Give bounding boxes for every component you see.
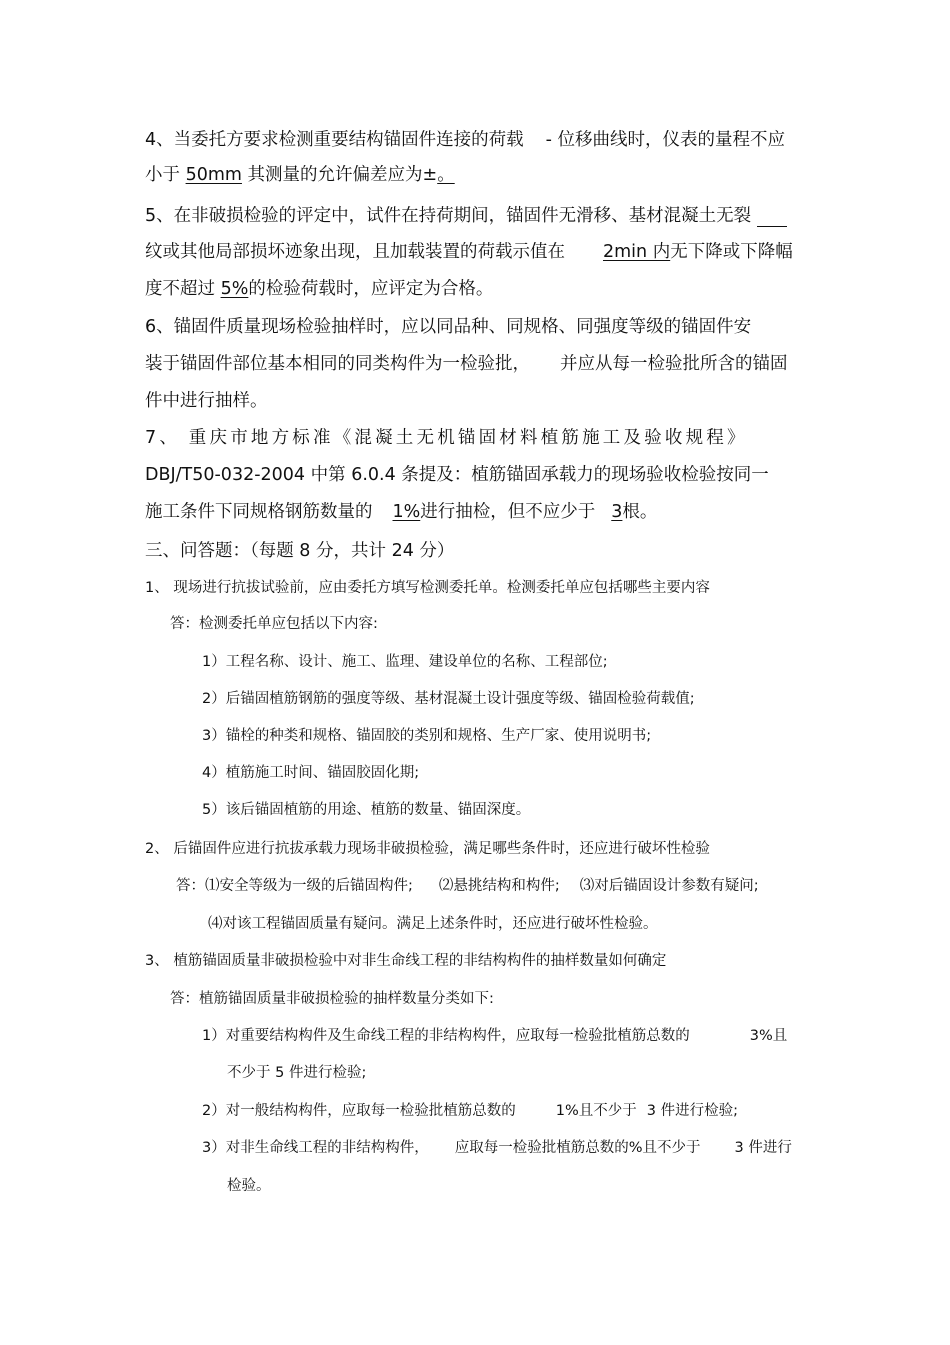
- q4-answer-tolerance: 。: [437, 165, 455, 185]
- q4-line1: [145, 126, 785, 151]
- s3-q1-item: 5）该后锚固植筋的用途、植筋的数量、锚固深度。: [202, 802, 531, 818]
- s3-q2-answer-line1: [176, 874, 759, 895]
- q7-text-d: 进行抽检，但不应少于: [420, 502, 596, 522]
- q6-line1: [145, 313, 751, 338]
- q4-answer-range: 50mm: [185, 165, 242, 185]
- q6-line3: [145, 387, 268, 412]
- s3-q3-item2-text: 2）对一般结构构件，应取每一检验批植筋总数的: [202, 1103, 516, 1119]
- q6-text-b: 装于锚固件部位基本相同的同类构件为一检验批，: [145, 354, 530, 374]
- q7-answer-percent: 1%: [392, 502, 421, 522]
- q5-answer-percent: 5%: [220, 279, 249, 299]
- s3-q3-item2-value: 1%且不少于: [555, 1103, 637, 1119]
- s3-q3-item3-count: 3 件进行: [734, 1140, 792, 1156]
- s3-q3-question: 3、 植筋锚固质量非破损检验中对非生命线工程的非结构构件的抽样数量如何确定: [145, 953, 667, 969]
- q7-text-c: 施工条件下同规格钢筋数量的: [145, 502, 373, 522]
- q7-text-a: 7、 重庆市地方标准《混凝土无机锚固材料植筋施工及验收规程》: [145, 428, 748, 448]
- q7-text-e: 根。: [622, 502, 658, 522]
- s3-q3-answer-intro: 答：植筋锚固质量非破损检验的抽样数量分类如下:: [170, 991, 494, 1007]
- q7-line1: [145, 424, 748, 449]
- q5-blank: [757, 210, 787, 227]
- q5-text-d: 度不超过: [145, 279, 215, 299]
- s3-q3-item1-line2: 不少于 5 件进行检验;: [227, 1065, 367, 1081]
- q6-text-a: 6、锚固件质量现场检验抽样时，应以同品种、同规格、同强度等级的锚固件安: [145, 317, 752, 337]
- q7-text-b: DBJ/T50-032-2004 中第 6.0.4 条提及：植筋锚固承载力的现场验收检验按同一: [145, 465, 769, 485]
- q4-text-d: 其测量的允许偏差应为±: [247, 165, 438, 185]
- q5-text-b: 纹或其他局部损坏迹象出现，且加载装置的荷载示值在: [145, 242, 565, 262]
- s3-q2-answer-line2: ⑷对该工程锚固质量有疑问。满足上述条件时，还应进行破坏性检验。: [208, 916, 658, 932]
- s3-q2-question: 2、 后锚固件应进行抗拔承载力现场非破损检验，满足哪些条件时，还应进行破坏性检验: [145, 841, 710, 857]
- s3-q3-item1-text: 1）对重要结构构件及生命线工程的非结构构件，应取每一检验批植筋总数的: [202, 1028, 690, 1044]
- s3-q3-item3-line2: 检验。: [227, 1178, 271, 1194]
- q4-text-b: - 位移曲线时，仪表的量程不应: [545, 130, 786, 150]
- q5-text-a: 5、在非破损检验的评定中，试件在持荷期间，锚固件无滑移、基材混凝土无裂: [145, 206, 752, 226]
- s3-q1-question: 1、 现场进行抗拔试验前，应由委托方填写检测委托单。检测委托单应包括哪些主要内容: [145, 580, 710, 596]
- s3-q1-answer-intro: 答：检测委托单应包括以下内容:: [170, 616, 378, 632]
- s3-q1-item: 4）植筋施工时间、锚固胶固化期;: [202, 765, 420, 781]
- s3-q1-item: 3）锚栓的种类和规格、锚固胶的类别和规格、生产厂家、使用说明书;: [202, 728, 652, 744]
- q5-line1: [145, 202, 787, 227]
- s3-q3-item2-count: 3 件进行检验;: [646, 1103, 738, 1119]
- q6-line2: [145, 350, 788, 375]
- s3-q1-item: 2）后锚固植筋钢筋的强度等级、基材混凝土设计强度等级、锚固检验荷载值;: [202, 691, 695, 707]
- s3-q3-item3-line1: [202, 1136, 792, 1157]
- s3-q3-item2: [202, 1099, 738, 1120]
- q5-text-c: 无下降或下降幅: [670, 242, 793, 262]
- s3-q3-item1-line1: [202, 1024, 787, 1045]
- q7-answer-count: 3: [611, 502, 623, 522]
- s3-q2-cond-3: ⑶对后锚固设计参数有疑问;: [579, 878, 759, 894]
- q5-line3: [145, 275, 493, 300]
- q7-line2: [145, 461, 769, 486]
- s3-q3-item3-rule: 应取每一检验批植筋总数的%且不少于: [454, 1140, 701, 1156]
- s3-q2-cond-1: 答：⑴安全等级为一级的后锚固构件;: [176, 878, 413, 894]
- q4-text-c: 小于: [145, 165, 180, 185]
- q4-line2: [145, 161, 455, 186]
- s3-q2-cond-2: ⑵悬挑结构和构件;: [438, 878, 560, 894]
- s3-q3-item1-value: 3%且: [749, 1028, 788, 1044]
- s3-q3-item3-text: 3）对非生命线工程的非结构构件，: [202, 1140, 429, 1156]
- q5-line2: [145, 238, 793, 263]
- section3-heading: 三、问答题：（每题 8 分，共计 24 分）: [145, 541, 455, 561]
- q7-line3: [145, 498, 657, 523]
- q6-text-d: 件中进行抽样。: [145, 391, 268, 411]
- q6-text-c: 并应从每一检验批所含的锚固: [560, 354, 788, 374]
- q5-answer-duration: 2min 内: [603, 242, 671, 262]
- q4-text-a: 4、当委托方要求检测重要结构锚固件连接的荷载: [145, 130, 524, 150]
- s3-q1-item: 1）工程名称、设计、施工、监理、建设单位的名称、工程部位;: [202, 654, 608, 670]
- q5-text-e: 的检验荷载时，应评定为合格。: [248, 279, 494, 299]
